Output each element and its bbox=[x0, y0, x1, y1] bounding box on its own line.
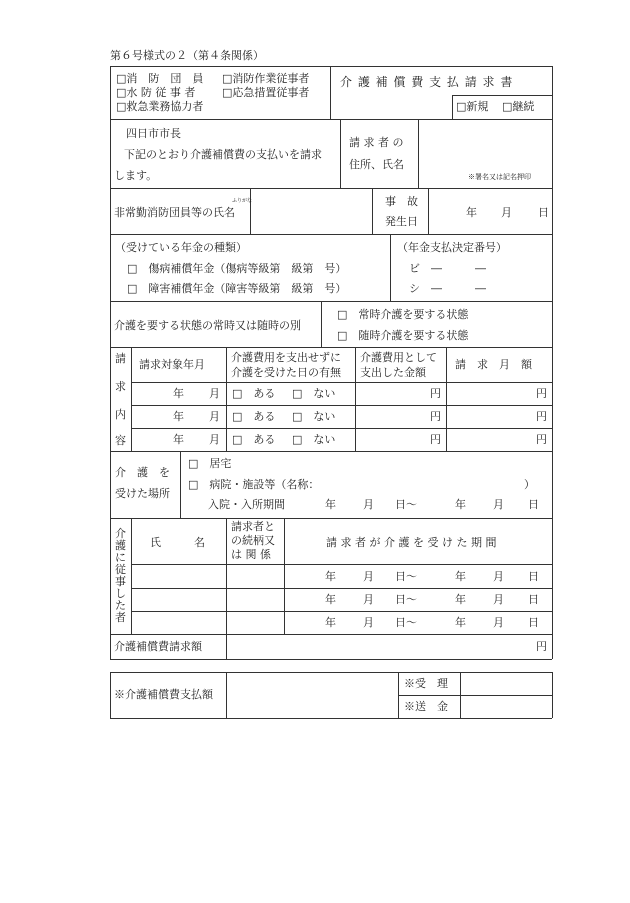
claim-row-no[interactable]: □ ない bbox=[292, 410, 336, 423]
request-text-line2: します。 bbox=[114, 169, 158, 182]
claim-row-yes[interactable]: □ ある bbox=[232, 433, 276, 446]
claim-header-period: 請求対象年月 bbox=[139, 358, 205, 371]
claim-row-no[interactable]: □ ない bbox=[292, 387, 336, 400]
claim-header-amount-line2: 支出した金額 bbox=[360, 366, 426, 379]
caregiver-row-from-year: 年 bbox=[325, 616, 336, 629]
claim-header-unpaid-line1: 介護費用を支出せずに bbox=[231, 351, 341, 364]
claim-row-yes[interactable]: □ ある bbox=[232, 410, 276, 423]
option-constant-care[interactable]: □ 常時介護を要する状態 bbox=[337, 308, 469, 321]
caregiver-row-from-month: 月 bbox=[363, 616, 374, 629]
pension-type-heading: （受けている年金の種類） bbox=[115, 241, 247, 254]
option-injury-pension[interactable]: □ 傷病補償年金（傷病等級第 級第 号） bbox=[127, 262, 347, 275]
form-title: 介 護 補 償 費 支 払 請 求 書 bbox=[340, 75, 514, 89]
total-claim-label: 介護補償費請求額 bbox=[114, 640, 202, 653]
claim-row-yen-spent: 円 bbox=[430, 387, 441, 400]
caregiver-row-from-month: 月 bbox=[363, 570, 374, 583]
caregiver-side-label: 従 bbox=[115, 563, 126, 576]
pension-decision-heading: （年金支払決定番号） bbox=[397, 241, 507, 254]
caregiver-header-rel-line2: の続柄又 bbox=[231, 534, 275, 547]
claim-header-monthly-amount: 請 求 月 額 bbox=[455, 358, 532, 371]
claim-header-amount-line1: 介護費用として bbox=[360, 351, 437, 364]
claimant-label-line2: 住所、氏名 bbox=[349, 158, 404, 171]
claimant-label-line1: 請 求 者 の bbox=[349, 136, 404, 149]
claim-row-yen-spent: 円 bbox=[430, 433, 441, 446]
signature-note: ※署名又は記名押印 bbox=[468, 173, 531, 181]
caregiver-row-from-day: 日～ bbox=[395, 593, 417, 606]
option-firefighting-worker[interactable]: □消防作業従事者 bbox=[222, 72, 310, 85]
name-ruby: ふりがな bbox=[232, 198, 253, 204]
option-disability-pension[interactable]: □ 障害補償年金（障害等級第 級第 号） bbox=[127, 282, 347, 295]
caregiver-side-label: し bbox=[115, 587, 126, 600]
admission-to-month: 月 bbox=[493, 498, 504, 511]
claim-side-label-2: 求 bbox=[115, 380, 126, 393]
care-state-label: 介護を要する状態の常時又は随時の別 bbox=[114, 319, 301, 332]
accident-year: 年 bbox=[466, 206, 477, 219]
claim-row-yen-spent: 円 bbox=[430, 410, 441, 423]
option-facility[interactable]: □ 病院・施設等（名称： bbox=[188, 478, 320, 491]
care-place-label-line1: 介 護 を bbox=[115, 466, 170, 479]
caregiver-row-to-year: 年 bbox=[455, 616, 466, 629]
claim-row-yen-claim: 円 bbox=[536, 387, 547, 400]
addressee-mayor: 四日市市長 bbox=[126, 127, 181, 140]
facility-close-paren: ） bbox=[524, 478, 535, 491]
claim-row-year: 年 bbox=[173, 410, 184, 423]
caregiver-row-to-year: 年 bbox=[455, 593, 466, 606]
caregiver-row-from-day: 日～ bbox=[395, 616, 417, 629]
total-claim-field[interactable] bbox=[228, 637, 528, 656]
request-text-line1: 下記のとおり介護補償費の支払いを請求 bbox=[124, 148, 322, 161]
claim-side-label-4: 容 bbox=[115, 434, 126, 447]
form-number: 第６号様式の２（第４条関係） bbox=[110, 49, 264, 62]
caregiver-row-from-day: 日～ bbox=[395, 570, 417, 583]
option-occasional-care[interactable]: □ 随時介護を要する状態 bbox=[337, 329, 469, 342]
payment-amount-label: ※介護補償費支払額 bbox=[114, 688, 213, 701]
option-ambulance-helper[interactable]: □救急業務協力者 bbox=[116, 100, 204, 113]
caregiver-row-to-month: 月 bbox=[493, 593, 504, 606]
option-home[interactable]: □ 居宅 bbox=[188, 457, 232, 470]
claim-row-yen-claim: 円 bbox=[536, 433, 547, 446]
claim-row-month: 月 bbox=[209, 433, 220, 446]
option-fire-corps-member[interactable]: □消 防 団 員 bbox=[116, 72, 204, 85]
care-place-label-line2: 受けた場所 bbox=[115, 487, 170, 500]
caregiver-row-to-month: 月 bbox=[493, 570, 504, 583]
caregiver-side-label: 護 bbox=[115, 539, 126, 552]
admission-to-day: 日 bbox=[528, 498, 539, 511]
total-claim-yen: 円 bbox=[536, 640, 547, 653]
claim-header-unpaid-line2: 介護を受けた日の有無 bbox=[231, 366, 341, 379]
claim-row-no[interactable]: □ ない bbox=[292, 433, 336, 446]
caregiver-header-rel-line1: 請求者と bbox=[231, 520, 275, 533]
caregiver-row-to-day: 日 bbox=[528, 570, 539, 583]
received-label: ※受 理 bbox=[404, 677, 448, 690]
pension-code-bi: ビ ― ― bbox=[409, 262, 486, 275]
accident-month: 月 bbox=[501, 206, 512, 219]
admission-label: 入院・入所期間 bbox=[208, 498, 285, 511]
option-new[interactable]: □新規 bbox=[456, 100, 489, 113]
member-name-field[interactable] bbox=[252, 192, 370, 230]
caregiver-header-rel-line3: は 関 係 bbox=[231, 548, 271, 561]
claim-side-label-1: 請 bbox=[115, 352, 126, 365]
accident-date-label-line1: 事 故 bbox=[385, 195, 418, 208]
claim-row-yen-claim: 円 bbox=[536, 410, 547, 423]
caregiver-side-label: に bbox=[115, 551, 126, 564]
caregiver-header-name: 氏 名 bbox=[150, 536, 205, 549]
admission-from-month: 月 bbox=[363, 498, 374, 511]
caregiver-row-to-year: 年 bbox=[455, 570, 466, 583]
option-flood-worker[interactable]: □水 防 従 事 者 bbox=[116, 86, 196, 99]
caregiver-row-to-month: 月 bbox=[493, 616, 504, 629]
member-name-label: 非常勤消防団員等の氏名 bbox=[114, 206, 235, 219]
caregiver-side-label: 事 bbox=[115, 575, 126, 588]
claim-row-year: 年 bbox=[173, 387, 184, 400]
pension-code-shi: シ ― ― bbox=[409, 282, 486, 295]
option-emergency-worker[interactable]: □応急措置従事者 bbox=[222, 86, 310, 99]
accident-day: 日 bbox=[538, 206, 549, 219]
caregiver-side-label: 者 bbox=[115, 611, 126, 624]
claim-row-yes[interactable]: □ ある bbox=[232, 387, 276, 400]
accident-date-label-line2: 発生日 bbox=[385, 215, 418, 228]
caregiver-row-from-month: 月 bbox=[363, 593, 374, 606]
caregiver-row-to-day: 日 bbox=[528, 616, 539, 629]
option-continue[interactable]: □継続 bbox=[502, 100, 535, 113]
caregiver-header-period: 請 求 者 が 介 護 を 受 け た 期 間 bbox=[326, 536, 497, 549]
claimant-address-name-field[interactable] bbox=[420, 125, 550, 169]
admission-from-year: 年 bbox=[325, 498, 336, 511]
admission-to-year: 年 bbox=[455, 498, 466, 511]
claim-side-label-3: 内 bbox=[115, 408, 126, 421]
claim-row-month: 月 bbox=[209, 410, 220, 423]
caregiver-row-from-year: 年 bbox=[325, 593, 336, 606]
caregiver-side-label: た bbox=[115, 599, 126, 612]
admission-from-day: 日～ bbox=[395, 498, 417, 511]
caregiver-side-label: 介 bbox=[115, 527, 126, 540]
sent-label: ※送 金 bbox=[404, 700, 448, 713]
caregiver-row-to-day: 日 bbox=[528, 593, 539, 606]
caregiver-row-from-year: 年 bbox=[325, 570, 336, 583]
claim-row-month: 月 bbox=[209, 387, 220, 400]
claim-row-year: 年 bbox=[173, 433, 184, 446]
